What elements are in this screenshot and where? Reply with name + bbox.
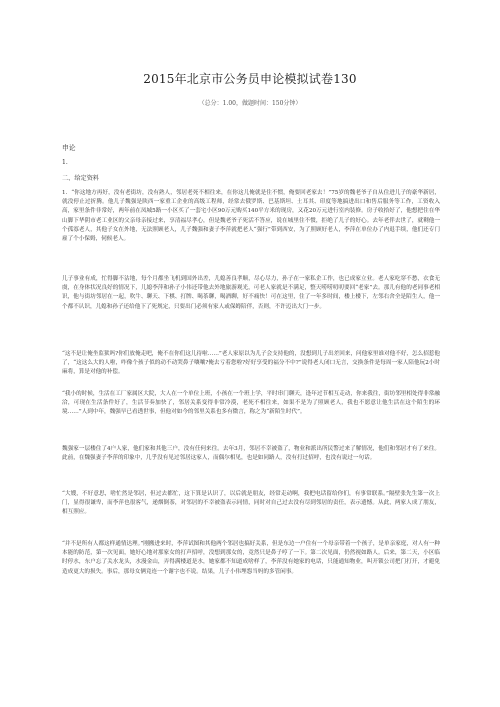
paragraph-2: 儿子事业有成，忙得脚不沾地，每个月都坐飞机到国外出差，儿媳善良孝顺，尽心尽力，孙子在一家私企工作，也已成家立业。老人家吃穿不愁，衣食无虞，在身体状况良好的情况下，儿媳李萍和孙子小伟还带他去外地旅游观光，可老人家就是不满足，整天唠唠叨叨要回“老家”去。那儿有他的老同事老相识，他与街坊邻居在一起，吹牛、聊天、下棋、打牌、喝茶聊，喝酒聊，好不痛快！可在这里，住了一年多时间，楼上楼下，左邻右舍全是陌生人，他一个都不认识，儿媳和孙子还给他下了死规定，只要出门必须有家人或保姆陪伴，否则，不许迈出大门一步。 xyxy=(62,276,440,310)
exam-info: （总分：1.00，做题时间：150分钟） xyxy=(198,100,302,107)
page-title: 2015年北京市公务员申论模拟试卷130 xyxy=(143,72,357,86)
question-number: 1. xyxy=(62,159,68,166)
section-heading: 申论 xyxy=(62,144,76,152)
paragraph-5: 魏强家一层楼住了4户人家，他们家和其他三户，没有任何来往。去年3月，邻居不幸被盗了，物业和派出所民警过来了解情况，他们和邻居才有了来往。此前，在魏强妻子李萍的印象中，几乎没有见过邻居这家人，而偶尔相见，也是如同路人，没有打过招呼，也没有说过一句话。 xyxy=(62,446,440,462)
paragraph-1: 1．“你这地方再好，没有老街坊，没有熟人，邻居老死不相往来，在你这儿俺就是住不惯，俺要回老家去！”75岁的魏老爷子自从住进儿子的豪华新居，就没停止过折腾。他儿子魏强是陕西一家重工企业的高级工程师，经常去俄罗斯、巴基斯坦、土耳其、印度等地搞进出口和售后服务等工作，工资收入高，家里条件非常好，两年前在凤城5路一小区买了一套宅小区90万元购买140平方米的现房，又花20万元进行室内装修。房子收拾好了，他想把住在华山脚下华阴市老工业区的父亲母亲接过来，享清福尽孝心，但是魏老爷子死活不答应，说在城里住不惯，拒绝了儿子的好心。去年老伴去世了，就剩他一个孤寡老人，其他子女在外地，无法照顾老人，儿子魏强和妻子李萍就把老人“强行”带到西安，为了照顾好老人，李萍在单位办了内退手续，他们还专门雇了个小保姆，伺候老人。 xyxy=(62,190,440,243)
subsection-heading: 二、给定资料 xyxy=(62,175,100,182)
paragraph-6: “大嫂，不好意思，啥忙然是邻居，但过去都忙，这下算是认识了，以后就是朋友，经常走动啊，我把电话留给你们，有事常联系。”隔壁张先生第一次上门，显得很谦卑，而李萍也很客气，递烟倒茶，对邻居的不幸被盗表示同情，同时对自己过去没有尽到邻居的责任，表示遗憾。从此，两家人成了朋友，相互照应。 xyxy=(62,491,440,516)
paragraph-4: “我小的时候，生活在工厂家属区大院，大人在一个单位上班，小孩在一个班上学，平时串门聊天，逢年过节相互走动，你来我往，街坊邻里相处得非常融洽，可现在生活条件好了，生活节奏加快了，邻居关系变得非常冷漠，老死不相往来，如果不是为了照顾老人，我也不愿意让他生活在这个陌生的环境……”人到中年，魏强早已看透世事，但他对如今的邻里关系也多有微言，称之为“新陌生时代”。 xyxy=(62,391,440,416)
paragraph-3: “这不是让俺坐监狱吗?你们放俺走吧，俺不在你们这儿待啦……”老人家原以为儿子会支持他的，没想到儿子出差回来，问他家里谁对他不好，怎么招惹他了，“这这么大的人啦，咋像个孩子似的动不动哭鼻子嚷嚷?俺去亏着您啦?好好享受的福分不中?”说得老人闭口无言，交换条件是每周一家人陪他玩2小时麻将，算是对他的补偿。 xyxy=(62,351,440,376)
paragraph-7: “并不是所有人都这样通情达理。”刚搬进来时，李萍试图和其他两个邻居也搞好关系，但是东边一户住有一个母亲带着一个孩子，是单亲家庭，对人有一种本能的防范，第一次见面，她好心地对那家女的打声招呼，没想到那女的，竟然只是鼻子哼了一下。第二次见面，仍然视如路人。后来，第二天，小区临时停水，东户忘了关水龙头，水漫金山，弄得满楼道是水，她家都不知道成啥样了，李萍没有她家的电话，只能通知物业，叫开锁公司把门打开，才避免造成更大的损失。事后，那母女俩竟连一个谢字也不说。结果，儿子小伟埋怨当妈的多管闲事。 xyxy=(62,541,440,575)
